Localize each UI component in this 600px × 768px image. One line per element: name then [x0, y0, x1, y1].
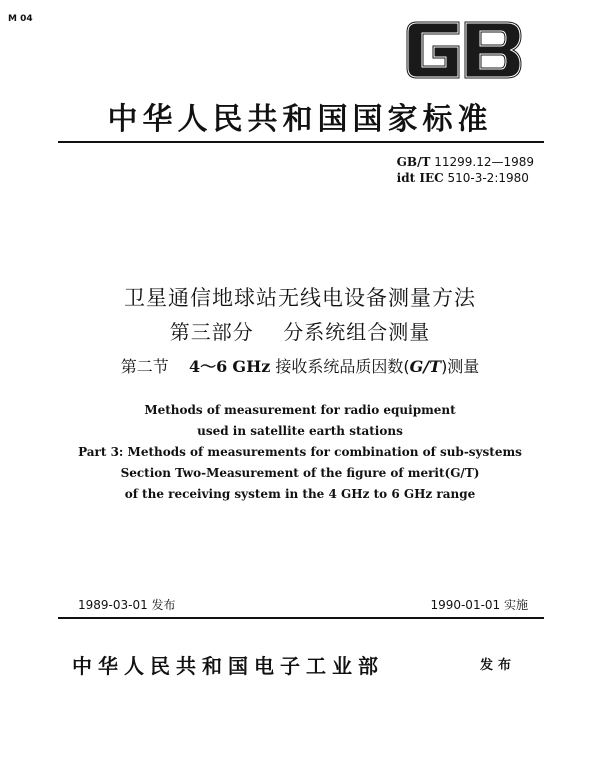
title-en-line3: Part 3: Methods of measurements for combination of sub-systems — [78, 445, 522, 459]
issue-date: 1989-03-01 发布 — [78, 598, 176, 612]
standard-number-block — [397, 154, 534, 186]
title-en-line2: used in satellite earth stations — [197, 424, 403, 438]
idt-prefix: idt IEC — [396, 171, 444, 185]
frequency-range: 4～6 — [189, 357, 228, 376]
title-en-line4: Section Two-Measurement of the figure of merit(G/T) — [120, 466, 480, 480]
issue-word: 发布 — [480, 658, 517, 673]
section-label: 第二节 — [120, 357, 169, 376]
title-cn-line1: 卫星通信地球站无线电设备测量方法 — [124, 286, 476, 310]
title-cn-text-a: 接收系统品质因数( — [275, 357, 410, 376]
standard-number-value: 11299.12—1989 — [434, 155, 534, 169]
gt-symbol: G/T — [409, 357, 442, 376]
gb-logo — [403, 18, 525, 86]
standard-number-prefix: GB/T — [396, 155, 431, 169]
idt-number — [397, 170, 534, 186]
national-standard-title: 中华人民共和国国家标准 — [107, 102, 493, 137]
standard-number — [397, 154, 534, 170]
title-cn-line3 — [0, 354, 600, 377]
issuing-authority: 中华人民共和国电子工业部 — [72, 654, 384, 678]
title-en-block — [0, 400, 600, 505]
title-cn-line2: 第三部分 分系统组合测量 — [169, 320, 431, 344]
implementation-date: 1990-01-01 实施 — [430, 598, 528, 612]
idt-value: 510-3-2:1980 — [447, 171, 529, 185]
frequency-unit: GHz — [232, 357, 271, 376]
classification-code: M 04 — [8, 14, 33, 24]
title-en-line1: Methods of measurement for radio equipment — [144, 403, 456, 417]
header-rule — [58, 141, 544, 143]
gb-logo-icon — [403, 18, 525, 82]
title-cn-text-b: )测量 — [441, 357, 480, 376]
footer-rule — [58, 617, 544, 619]
title-en-line5: of the receiving system in the 4 GHz to 6 GHz range — [124, 487, 476, 501]
